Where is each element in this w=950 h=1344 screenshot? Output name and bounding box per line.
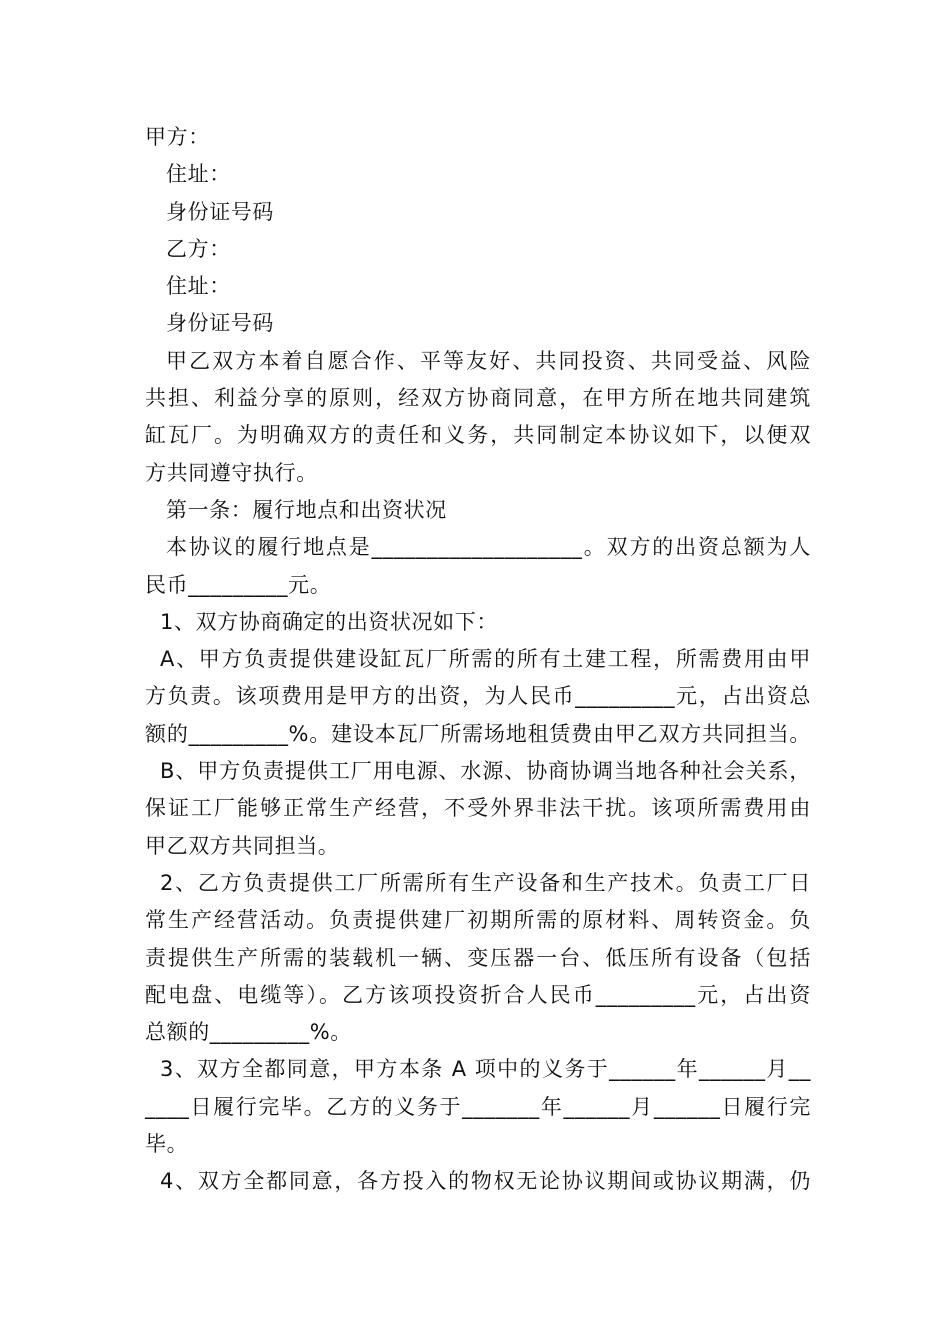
text-line: 甲乙双方本着自愿合作、平等友好、共同投资、共同受益、风险 bbox=[166, 348, 811, 373]
text-line: 4、双方全都同意，各方投入的物权无论协议期间或协议期满，仍 bbox=[160, 1169, 811, 1194]
text-line: 民币_________元。 bbox=[145, 572, 332, 597]
text-line: 身份证号码 bbox=[166, 311, 274, 336]
text-line: 3、双方全都同意，甲方本条 A 项中的义务于______年______月__ bbox=[160, 1057, 811, 1082]
text-line: B、甲方负责提供工厂用电源、水源、协商协调当地各种社会关系， bbox=[160, 759, 811, 784]
text-line: 住址： bbox=[166, 274, 231, 299]
text-line: 第一条：履行地点和出资状况 bbox=[166, 497, 447, 522]
text-line: 甲乙双方共同担当。 bbox=[145, 833, 340, 858]
text-line: 住址： bbox=[166, 162, 231, 187]
text-line: 额的_________%。建设本瓦厂所需场地租赁费由甲乙双方共同担当。 bbox=[145, 721, 811, 746]
text-line: ____日履行完毕。乙方的义务于_______年______月______日履行完 bbox=[145, 1094, 811, 1119]
text-line: 保证工厂能够正常生产经营，不受外界非法干扰。该项所需费用由 bbox=[145, 796, 811, 821]
text-line: 乙方： bbox=[166, 236, 231, 261]
text-line: 常生产经营活动。负责提供建厂初期所需的原材料、周转资金。负 bbox=[145, 908, 811, 933]
text-line: 方共同遵守执行。 bbox=[145, 460, 318, 485]
text-line: 方负责。该项费用是甲方的出资，为人民币_________元，占出资总 bbox=[145, 684, 811, 709]
text-line: A、甲方负责提供建设缸瓦厂所需的所有土建工程，所需费用由甲 bbox=[160, 647, 811, 672]
text-line: 甲方： bbox=[145, 125, 210, 149]
text-line: 配电盘、电缆等）。乙方该项投资折合人民币_________元，占出资 bbox=[145, 982, 811, 1007]
text-line: 身份证号码 bbox=[166, 199, 274, 224]
text-line: 本协议的履行地点是___________________。双方的出资总额为人 bbox=[166, 535, 811, 560]
text-line: 缸瓦厂。为明确双方的责任和义务，共同制定本协议如下，以便双 bbox=[145, 423, 811, 448]
document-body bbox=[145, 119, 811, 1201]
text-line: 责提供生产所需的装载机一辆、变压器一台、低压所有设备（包括 bbox=[145, 945, 811, 970]
text-line: 毕。 bbox=[145, 1132, 189, 1157]
text-line: 1、双方协商确定的出资状况如下： bbox=[160, 609, 498, 634]
text-line: 总额的_________%。 bbox=[145, 1020, 352, 1045]
text-line: 共担、利益分享的原则，经双方协商同意，在甲方所在地共同建筑 bbox=[145, 386, 811, 411]
text-line: 2、乙方负责提供工厂所需所有生产设备和生产技术。负责工厂日 bbox=[160, 870, 811, 895]
